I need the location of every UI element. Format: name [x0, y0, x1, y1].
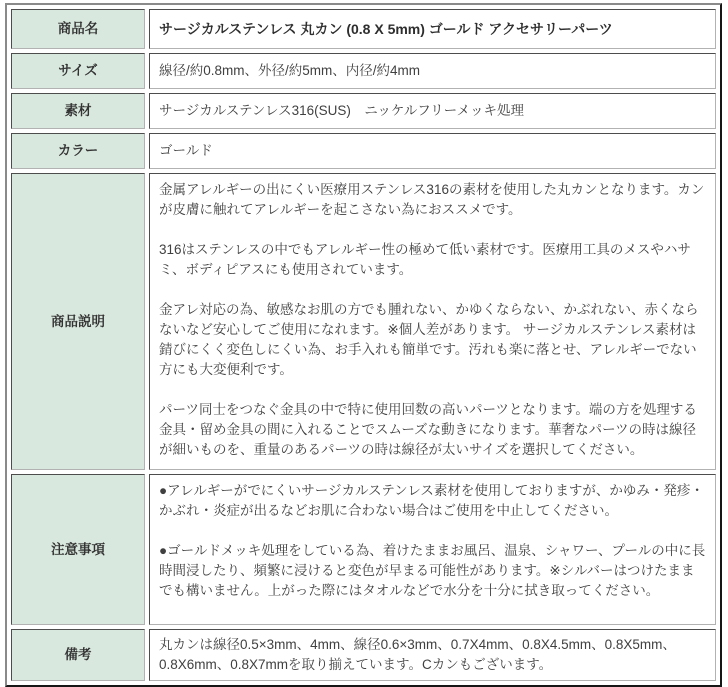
description-paragraph: パーツ同士をつなぐ金具の中で特に使用回数の高いパーツとなります。端の方を処理する金具・留め金具の間に入れることでスムーズな動きになります。華奢なパーツの時は線径が細いものを、重量のあるパーツの時は線径が太いサイズを選択してください。 — [159, 402, 697, 457]
spec-row-cautions — [11, 474, 716, 625]
spec-label-size: サイズ — [11, 53, 145, 89]
spec-label-description: 商品説明 — [11, 173, 145, 470]
spec-value-color: ゴールド — [149, 133, 716, 169]
spec-row-description — [11, 173, 716, 470]
spec-row-material — [11, 93, 716, 129]
spec-value-remarks: 丸カンは線径0.5×3mm、4mm、線径0.6×3mm、0.7X4mm、0.8X4.5mm、0.8X5mm、0.8X6mm、0.8X7mmを取り揃えています。Cカンもございます。 — [149, 629, 716, 681]
spec-label-material: 素材 — [11, 93, 145, 129]
spec-row-product-name — [11, 9, 716, 49]
spec-label-remarks: 備考 — [11, 629, 145, 681]
product-spec-table — [5, 3, 722, 687]
spec-value-cautions — [149, 474, 716, 625]
spec-label-product-name: 商品名 — [11, 9, 145, 49]
spec-row-remarks — [11, 629, 716, 681]
spec-row-color — [11, 133, 716, 169]
spec-value-description — [149, 173, 716, 470]
spec-label-color: カラー — [11, 133, 145, 169]
description-paragraph: 316はステンレスの中でもアレルギー性の極めて低い素材です。医療用工具のメスやハサミ、ボディピアスにも使用されています。 — [159, 242, 691, 277]
spec-row-size — [11, 53, 716, 89]
description-paragraph: 金アレ対応の為、敏感なお肌の方でも腫れない、かゆくならない、かぶれない、赤くならないなど安心してご使用になれます。※個人差があります。 サージカルステンレス素材は錆びにくく変色しにくい為、お手入れも簡単です。汚れも楽に落とせ、アレルギーでない方にも大変便利です。 — [159, 302, 699, 377]
caution-paragraph: ●アレルギーがでにくいサージカルステンレス素材を使用しておりますが、かゆみ・発疹・かぶれ・炎症が出るなどお肌に合わない場合はご使用を中止してください。 — [159, 483, 704, 518]
caution-paragraph: ●ゴールドメッキ処理をしている為、着けたままお風呂、温泉、シャワー、プールの中に長時間浸したり、頻繁に浸けると変色が早まる可能性があります。※シルバーはつけたままでも構いません。上がった際にはタオルなどで水分を十分に拭き取ってください。 — [159, 543, 706, 598]
spec-value-material: サージカルステンレス316(SUS) ニッケルフリーメッキ処理 — [149, 93, 716, 129]
spec-value-product-name: サージカルステンレス 丸カン (0.8 X 5mm) ゴールド アクセサリーパーツ — [149, 9, 716, 49]
spec-label-cautions: 注意事項 — [11, 474, 145, 625]
description-paragraph: 金属アレルギーの出にくい医療用ステンレス316の素材を使用した丸カンとなります。カンが皮膚に触れてアレルギーを起こさない為におススメです。 — [159, 182, 705, 217]
spec-value-size: 線径/約0.8mm、外径/約5mm、内径/約4mm — [149, 53, 716, 89]
